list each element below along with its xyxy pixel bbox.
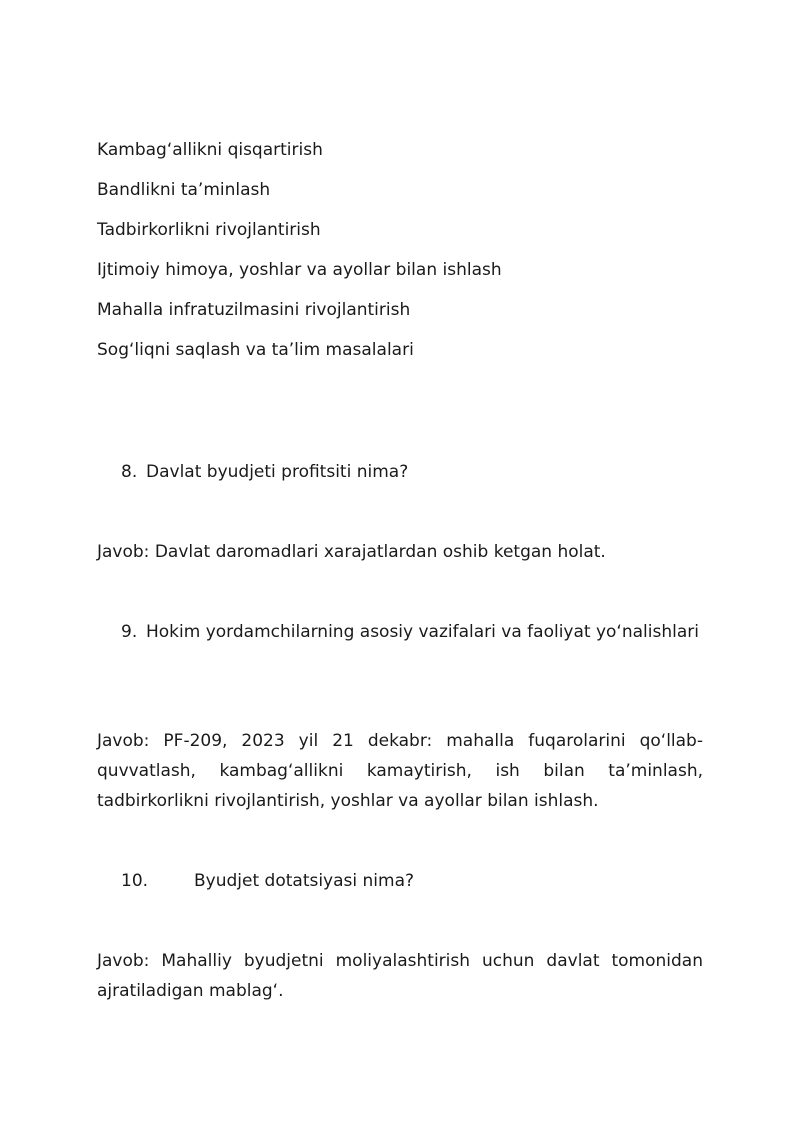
list-item: Kambag‘allikni qisqartirish <box>97 140 323 160</box>
answer-text: Javob: PF-209, 2023 yil 21 dekabr: mahalla fuqarolarini qo‘llab-quvvatlash, kambag‘allikni kamaytirish, ish bilan ta’minlash, tadbirkorlikni rivojlantirish, yoshlar va ayollar bilan ishlash. <box>97 731 703 811</box>
list-item: Ijtimoiy himoya, yoshlar va ayollar bilan ishlash <box>97 260 502 280</box>
list-item: Bandlikni ta’minlash <box>97 180 271 200</box>
question-text: Byudjet dotatsiyasi nima? <box>194 871 415 891</box>
answer-text: Javob: Mahalliy byudjetni moliyalashtirish uchun davlat tomonidan ajratiladigan mablag‘. <box>97 951 703 1001</box>
question-number: 8. <box>121 462 138 482</box>
question-number: 9. <box>121 622 138 642</box>
list-item: Mahalla infratuzilmasini rivojlantirish <box>97 300 411 320</box>
answer-text: Javob: Davlat daromadlari xarajatlardan oshib ketgan holat. <box>97 542 606 562</box>
list-item: Sog‘liqni saqlash va ta’lim masalalari <box>97 340 414 360</box>
question-text: Davlat byudjeti profitsiti nima? <box>146 462 409 482</box>
question-number: 10. <box>121 871 149 891</box>
question-text: Hokim yordamchilarning asosiy vazifalari va faoliyat yo‘nalishlari <box>146 622 699 642</box>
list-item: Tadbirkorlikni rivojlantirish <box>97 220 321 240</box>
